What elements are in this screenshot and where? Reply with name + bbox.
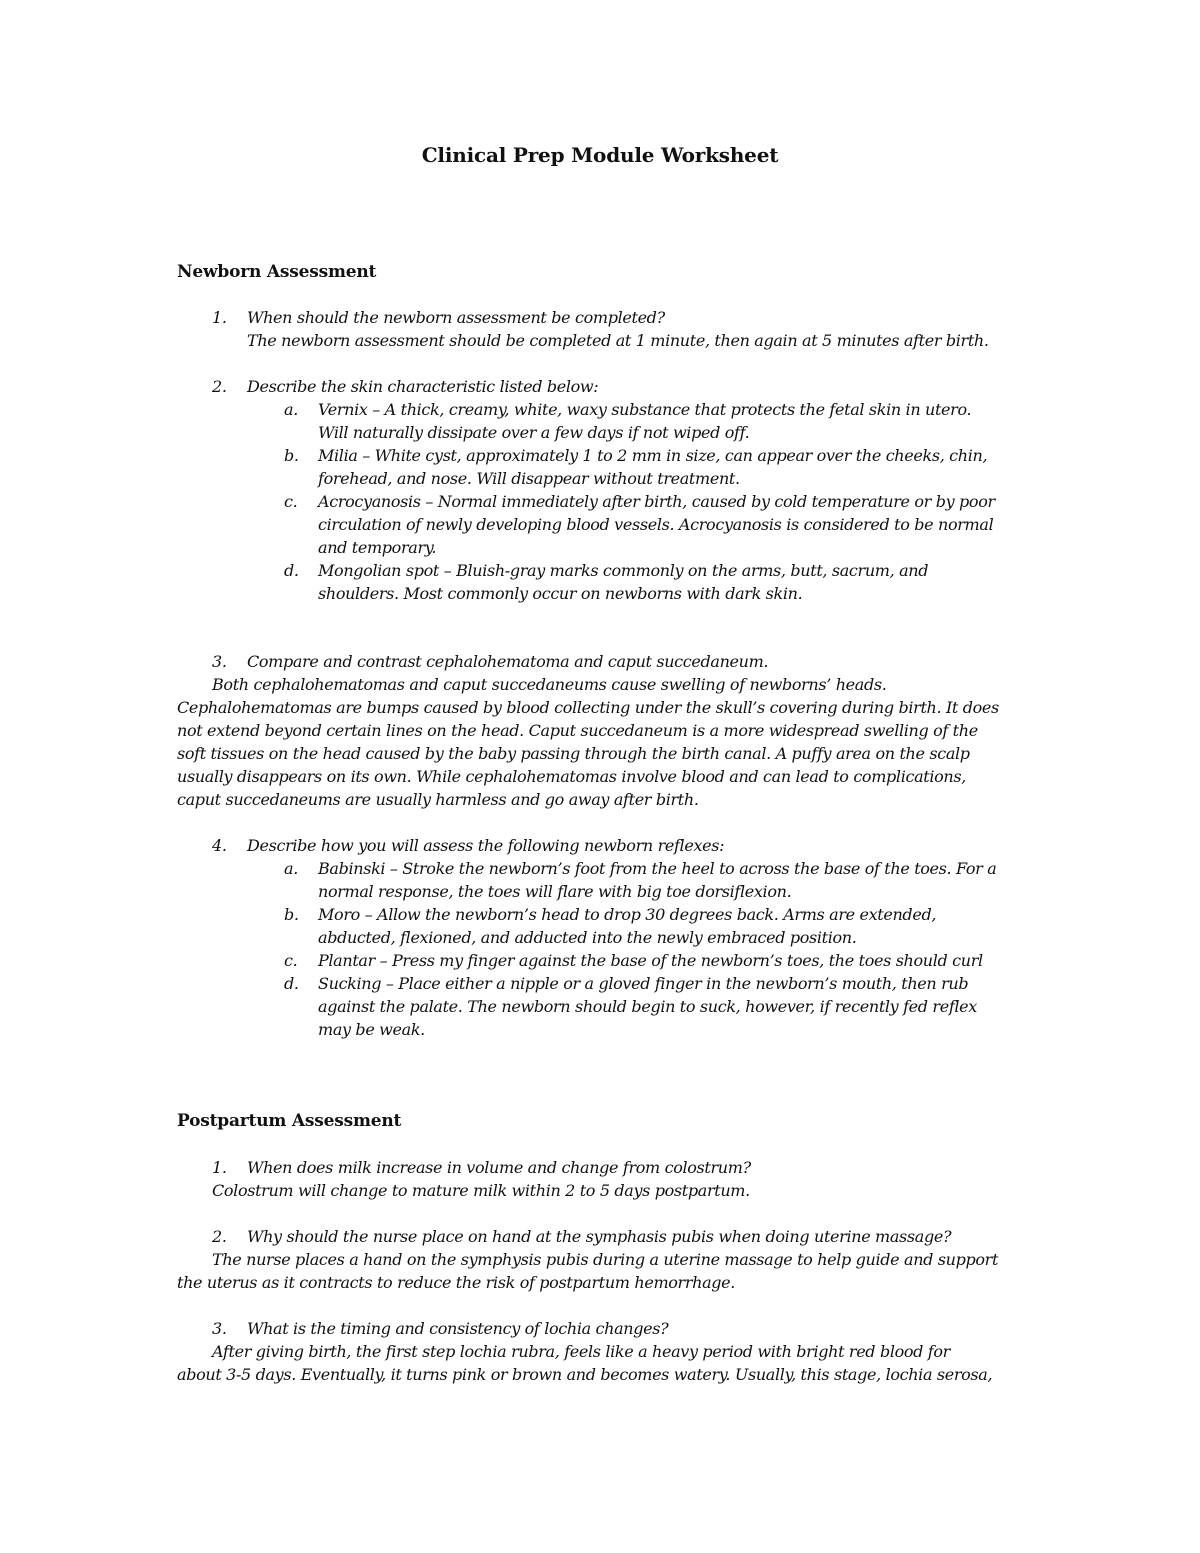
answer-text: the uterus as it contracts to reduce the risk of postpartum hemorrhage.	[177, 1273, 736, 1292]
question-number: 2.	[212, 1227, 227, 1246]
question-text: Describe how you will assess the following newborn reflexes:	[247, 836, 725, 855]
question-number: 4.	[212, 836, 227, 855]
answer-text: The newborn assessment should be completed at 1 minute, then again at 5 minutes after birth.	[247, 331, 989, 350]
question-text: Describe the skin characteristic listed below:	[247, 377, 599, 396]
list-item-letter: a.	[284, 400, 298, 419]
list-item-text: may be weak.	[318, 1020, 425, 1039]
question-number: 2.	[212, 377, 227, 396]
list-item-letter: b.	[284, 446, 299, 465]
answer-text: Cephalohematomas are bumps caused by blood collecting under the skull’s covering during birth. It does	[177, 698, 999, 717]
question-text: What is the timing and consistency of lochia changes?	[247, 1319, 669, 1338]
list-item-text: Acrocyanosis – Normal immediately after birth, caused by cold temperature or by poor	[318, 492, 995, 511]
question-text: When does milk increase in volume and change from colostrum?	[247, 1158, 751, 1177]
answer-text: The nurse places a hand on the symphysis pubis during a uterine massage to help guide and support	[212, 1250, 999, 1269]
list-item-text: Moro – Allow the newborn’s head to drop 30 degrees back. Arms are extended,	[318, 905, 937, 924]
question-text: When should the newborn assessment be completed?	[247, 308, 665, 327]
question-number: 1.	[212, 308, 227, 327]
list-item-text: against the palate. The newborn should begin to suck, however, if recently fed reflex	[318, 997, 977, 1016]
list-item-text: abducted, flexioned, and adducted into the newly embraced position.	[318, 928, 857, 947]
answer-text: Both cephalohematomas and caput succedaneums cause swelling of newborns’ heads.	[212, 675, 887, 694]
question-text: Compare and contrast cephalohematoma and caput succedaneum.	[247, 652, 769, 671]
list-item-text: Babinski – Stroke the newborn’s foot from the heel to across the base of the toes. For a	[318, 859, 997, 878]
section-heading-newborn: Newborn Assessment	[177, 262, 377, 282]
list-item-letter: b.	[284, 905, 299, 924]
section-heading-postpartum: Postpartum Assessment	[177, 1111, 402, 1131]
answer-text: soft tissues on the head caused by the baby passing through the birth canal. A puffy area on the scalp	[177, 744, 970, 763]
list-item-letter: c.	[284, 951, 298, 970]
question-text: Why should the nurse place on hand at the symphasis pubis when doing uterine massage?	[247, 1227, 952, 1246]
list-item-text: shoulders. Most commonly occur on newborns with dark skin.	[318, 584, 803, 603]
list-item-text: normal response, the toes will flare with big toe dorsiflexion.	[318, 882, 792, 901]
question-number: 3.	[212, 1319, 227, 1338]
list-item-text: Plantar – Press my finger against the base of the newborn’s toes, the toes should curl	[318, 951, 983, 970]
answer-text: Colostrum will change to mature milk within 2 to 5 days postpartum.	[212, 1181, 750, 1200]
list-item-letter: d.	[284, 561, 299, 580]
page-title: Clinical Prep Module Worksheet	[421, 143, 779, 167]
list-item-text: forehead, and nose. Will disappear without treatment.	[318, 469, 740, 488]
list-item-letter: a.	[284, 859, 298, 878]
list-item-text: Sucking – Place either a nipple or a gloved finger in the newborn’s mouth, then rub	[318, 974, 969, 993]
answer-text: about 3-5 days. Eventually, it turns pink or brown and becomes watery. Usually, this stage, lochia serosa,	[177, 1365, 993, 1384]
question-number: 3.	[212, 652, 227, 671]
list-item-letter: d.	[284, 974, 299, 993]
question-number: 1.	[212, 1158, 227, 1177]
list-item-text: Vernix – A thick, creamy, white, waxy substance that protects the fetal skin in utero.	[318, 400, 972, 419]
answer-text: usually disappears on its own. While cephalohematomas involve blood and can lead to complications,	[177, 767, 966, 786]
answer-text: not extend beyond certain lines on the head. Caput succedaneum is a more widespread swelling of the	[177, 721, 978, 740]
list-item-letter: c.	[284, 492, 298, 511]
list-item-text: Milia – White cyst, approximately 1 to 2 mm in size, can appear over the cheeks, chin,	[318, 446, 988, 465]
list-item-text: circulation of newly developing blood vessels. Acrocyanosis is considered to be normal	[318, 515, 994, 534]
list-item-text: and temporary.	[318, 538, 437, 557]
answer-text: caput succedaneums are usually harmless and go away after birth.	[177, 790, 699, 809]
answer-text: After giving birth, the first step lochia rubra, feels like a heavy period with bright red blood for	[212, 1342, 950, 1361]
list-item-text: Will naturally dissipate over a few days if not wiped off.	[318, 423, 750, 442]
list-item-text: Mongolian spot – Bluish-gray marks commonly on the arms, butt, sacrum, and	[318, 561, 929, 580]
